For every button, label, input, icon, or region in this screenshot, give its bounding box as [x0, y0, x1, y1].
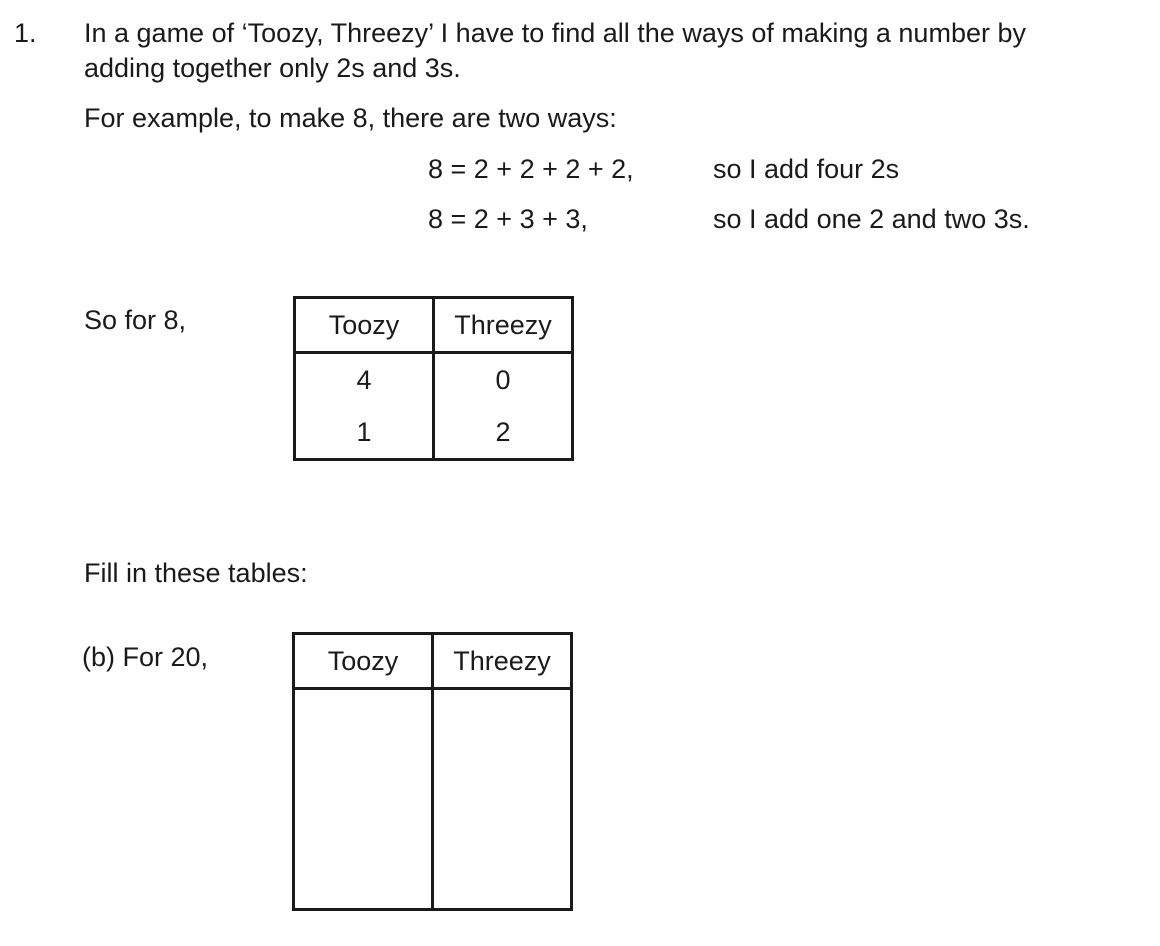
header-toozy: Toozy [294, 634, 433, 689]
header-threezy: Threezy [433, 634, 572, 689]
answer-cell-toozy[interactable] [294, 689, 433, 910]
intro-text-line-2: adding together only 2s and 3s. [84, 53, 461, 83]
table-row [295, 406, 573, 460]
cell-threezy: 0 [434, 353, 573, 407]
example-table-header-row [295, 298, 573, 353]
intro-text-line-1: In a game of ‘Toozy, Threezy’ I have to find all the ways of making a number by [84, 18, 1026, 48]
part-b-label: (b) For 20, [82, 642, 209, 672]
cell-toozy: 1 [295, 406, 434, 460]
answer-cell-threezy[interactable] [433, 689, 572, 910]
header-toozy: Toozy [295, 298, 434, 353]
table-row [295, 353, 573, 407]
equation-1-note: so I add four 2s [713, 154, 900, 184]
equation-2: 8 = 2 + 3 + 3, [428, 204, 588, 234]
equation-2-note: so I add one 2 and two 3s. [713, 204, 1030, 234]
fill-instruction: Fill in these tables: [84, 558, 308, 588]
answer-table-b [292, 632, 573, 911]
question-number: 1. [14, 18, 37, 48]
cell-threezy: 2 [434, 406, 573, 460]
example-intro-text: For example, to make 8, there are two ways: [84, 103, 617, 133]
example-table [293, 296, 574, 461]
cell-toozy: 4 [295, 353, 434, 407]
answer-row [294, 689, 572, 910]
equation-1: 8 = 2 + 2 + 2 + 2, [428, 154, 634, 184]
answer-table-header-row [294, 634, 572, 689]
example-table-label: So for 8, [84, 305, 187, 335]
header-threezy: Threezy [434, 298, 573, 353]
